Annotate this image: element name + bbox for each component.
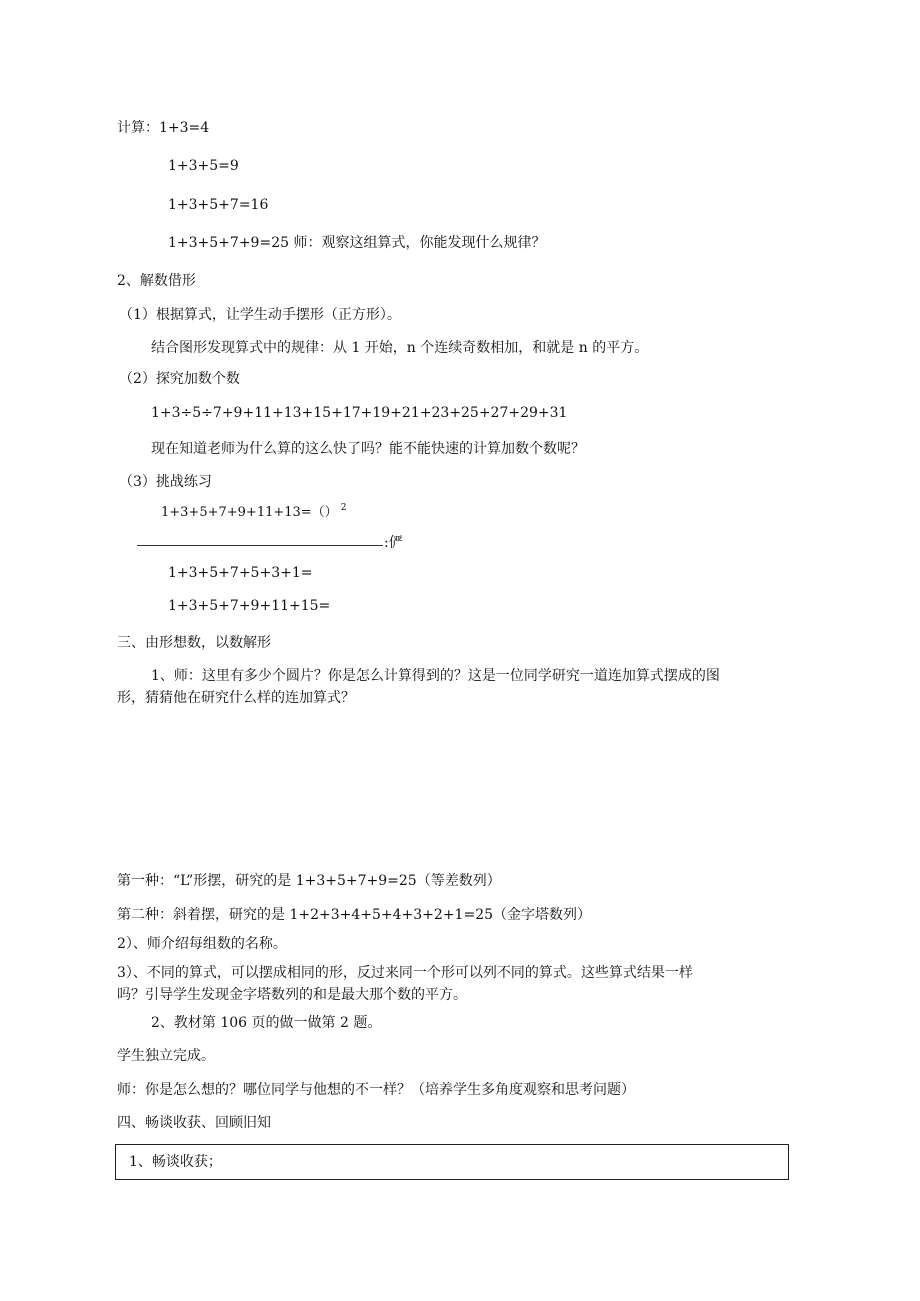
section-3-para-1-line-1: 1、师：这里有多少个圆片？你是怎么计算得到的？这是一位同学研究一道连加算式摆成的图	[151, 668, 720, 684]
exercise-1-text: 1+3+5+7+9+11+13=（）	[161, 505, 338, 520]
item-2: 2）、师介绍每组数的名称。	[117, 936, 287, 952]
fill-in-blank-line	[137, 545, 383, 546]
textbook-exercise: 2、教材第 106 页的做一做第 2 题。	[151, 1015, 382, 1031]
summary-box	[115, 1144, 789, 1180]
calc-line-3: 1+3+5+7=16	[168, 197, 269, 213]
section-2-question: 现在知道老师为什么算的这么快了吗？能不能快速的计算加数个数呢？	[151, 441, 585, 457]
exercise-3: 1+3+5+7+9+11+15=	[168, 598, 331, 614]
section-2-point-3: （3）挑战练习	[119, 474, 212, 490]
independent-work: 学生独立完成。	[117, 1048, 215, 1064]
blank-suffix: :俨	[384, 535, 403, 551]
section-2-expression: 1+3÷5÷7+9+11+13+15+17+19+21+23+25+27+29+31	[151, 405, 568, 421]
calc-line-4: 1+3+5+7+9=25 师：观察这组算式，你能发现什么规律？	[168, 235, 546, 251]
item-3-line-1: 3）、不同的算式，可以摆成相同的形，反过来同一个形可以列不同的算式。这些算式结果一样	[117, 965, 693, 981]
section-4-heading: 四、畅谈收获、回顾旧知	[117, 1115, 271, 1131]
calc-line-2: 1+3+5=9	[168, 158, 239, 174]
calc-line-1: 计算：1+3=4	[117, 120, 210, 136]
teacher-question: 师：你是怎么想的？哪位同学与他想的不一样？（培养学生多角度观察和思考问题）	[117, 1082, 635, 1098]
item-3-line-2: 吗？引导学生发现金字塔数列的和是最大那个数的平方。	[117, 987, 467, 1003]
section-2-heading: 2、解数借形	[117, 273, 196, 289]
arrangement-first: 第一种：“L”形摆，研究的是 1+3+5+7+9=25（等差数列）	[117, 873, 501, 889]
exercise-1-superscript: 2	[340, 503, 347, 513]
section-3-para-1-line-2: 形，猜猜他在研究什么样的连加算式？	[117, 690, 355, 706]
section-3-heading: 三、由形想数，以数解形	[117, 635, 271, 651]
section-2-point-2: （2）探究加数个数	[119, 371, 240, 387]
exercise-2: 1+3+5+7+5+3+1=	[168, 565, 313, 581]
summary-box-item: 1、畅谈收获；	[129, 1154, 222, 1170]
section-2-point-1: （1）根据算式，让学生动手摆形（正方形）。	[119, 307, 401, 323]
section-2-point-1-detail: 结合图形发现算式中的规律：从 1 开始，n 个连续奇数相加，和就是 n 的平方。	[151, 340, 649, 356]
arrangement-second: 第二种：斜着摆，研究的是 1+2+3+4+5+4+3+2+1=25（金字塔数列）	[117, 907, 592, 923]
exercise-1	[161, 499, 346, 522]
